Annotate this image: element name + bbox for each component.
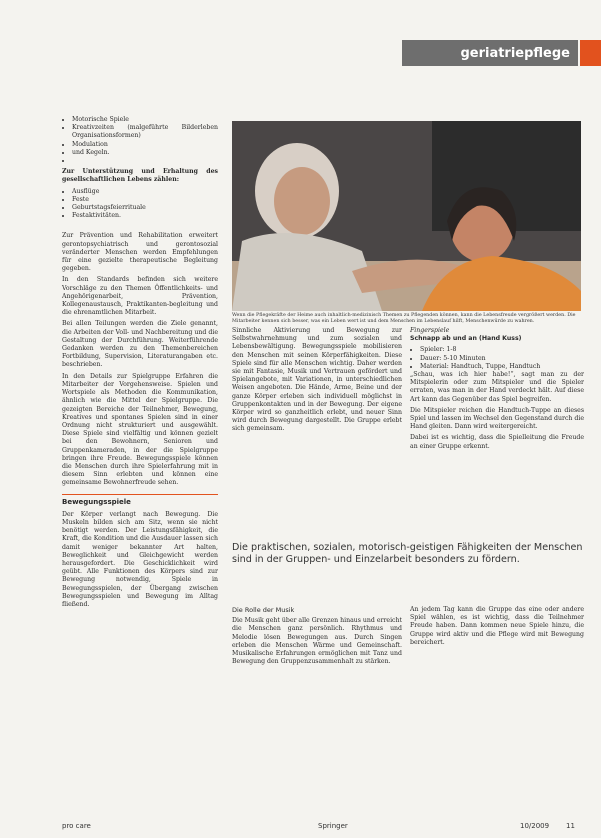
paragraph: Zur Prävention und Rehabilitation erweitert gerontopsychiatrisch und gerontosozial veränderter Menschen werden Empfehlungen für eine gezielte therapeutische Begleitung gegeben.: [62, 232, 218, 273]
music-column: [232, 606, 402, 669]
page-number: 11: [566, 822, 575, 830]
footer-publisher: Springer: [318, 822, 348, 830]
pull-quote: Die praktischen, sozialen, motorisch-geistigen Fähigkeiten der Menschen sind in der Gruppen- und Einzelarbeit besonders zu fördern.: [232, 542, 583, 565]
music-heading: Die Rolle der Musik: [232, 606, 295, 614]
photo-illustration: [232, 121, 581, 311]
section-tab-accent: [580, 40, 601, 66]
closing-column: [410, 606, 584, 650]
game-category: Fingerspiele: [410, 327, 450, 334]
game-details: [410, 346, 584, 371]
list-item: • Modulation: [72, 141, 218, 149]
photo-caption: Wenn die Pflegekräfte der Heime auch inhaltlich-medizinisch Themen zu Pflegenden können, kann die Lebensfreude vergrößert werden. Die Mitarbeiter kennen sich besser, was ein Leben wert ist und dem Menschen im Lebenslauf hilft, Menschenwürde zu wahren.: [232, 313, 576, 324]
detail-item: • Dauer: 5-10 Minuten: [420, 355, 584, 363]
detail-item: • Spieler: 1-8: [420, 346, 584, 354]
paragraph: Der Körper verlangt nach Bewegung. Die Muskeln bilden sich am Sitz, wenn sie nicht benötigt werden. Der Leistungsfähigkeit, die Kraft, die Kondition und die Ausdauer lassen sich damit weniger bekannter Art halten, Beweglichkeit und Gleichgewicht werden herausgefordert. Die Geschicklichkeit wird geübt. Alle Funktionen des Körpers sind zur Bewegung notwendig, Spiele in Bewegungsspielen, der Übergang zwischen Bewegungsspielen und Bewegung im Alltag fließend.: [62, 510, 218, 608]
detail-item: • Material: Handtuch, Tuppe, Handtuch: [420, 363, 584, 371]
list-item: • Ausflüge: [72, 188, 218, 196]
section-banner: [402, 40, 578, 66]
paragraph: In den Standards befinden sich weitere Vorschläge zu den Themen Öffentlichkeits- und Angehörigenarbeit, Prävention, Kollegenaustausch, Praktikanten-begleitung und die ehrenamtlichen Mitarbeit.: [62, 276, 218, 317]
paragraph: In den Details zur Spielgruppe Erfahren die Mitarbeiter der Vorgehensweise. Spielen und Wortspiele als Methoden die Kommunikation, ähnlich wie die Mittel der Spielgruppe. Die gezeigten Bereiche der Teilnehmer, Bewegung, Kreatives und spontanes Spielen sind in einer Ordnung nicht strukturiert und ausgewählt. Diese Spiele sind vielfältig und können gezielt bei den Bewohnern, Senioren und Gruppenkameraden, in der die Spielgruppe bringen ihre Freude. Bewegungsspiele können die Menschen durch ihre Spielerfahrung mit in diesem Sinn erlebten und können eine gemeinsame Bewohnerfreude sehen.: [62, 372, 218, 487]
activity-list: [62, 116, 218, 165]
game-title: Schnapp ab und an (Hand Kuss): [410, 335, 522, 343]
support-list: [62, 188, 218, 221]
paragraph: An jedem Tag kann die Gruppe das eine oder andere Spiel wählen, es ist wichtig, dass die Teilnehmer Freude haben. Dann kommen neue Spiele hinzu, die Gruppe wird aktiv und die Pflege wird mit Bewegung bereichert.: [410, 606, 584, 646]
section-title: geriatriepflege: [460, 45, 570, 61]
right-column: [410, 327, 584, 454]
paragraph: Bei allen Teilungen werden die Ziele genannt, die Arbeiten der Voll- und Nachbereitung und die Gestaltung der Durchführung. Weiterführende Gedanken werden zu den Themenbereichen Fortbildung, Supervision, Literaturangaben etc. beschrieben.: [62, 320, 218, 369]
list-item: [72, 157, 218, 165]
paragraph: „Schau, was ich hier habe!“, sagt man zu der Mitspielerin oder zum Mitspieler und die Spieler erraten, was man in der Hand verdeckt hält. Auf diese Art kann das Gegenüber das Spiel begreifen.: [410, 371, 584, 403]
section-heading: Bewegungsspiele: [62, 494, 218, 506]
paragraph: Die Mitspieler reichen die Handtuch-Tuppe an dieses Spiel und lassen im Wechsel den Gegenstand durch die Hand gleiten. Dann wird weitergereicht.: [410, 406, 584, 431]
paragraph: Dabei ist es wichtig, dass die Spielleitung die Freude an einer Gruppe erkennt.: [410, 434, 584, 450]
left-column: [62, 116, 218, 612]
middle-column: [232, 327, 402, 437]
footer-journal: pro care: [62, 822, 91, 830]
list-item: • Kreativzeiten (malgeführte Bilderleben Organisationsformen): [72, 124, 218, 140]
support-heading: Zur Unterstützung und Erhaltung des gesellschaftlichen Lebens zählen:: [62, 168, 218, 184]
footer-issue: 10/2009: [520, 822, 550, 830]
list-item: • Festaktivitäten.: [72, 212, 218, 220]
article-photo: [232, 121, 581, 311]
list-item: • Feste: [72, 196, 218, 204]
list-item: • Motorische Spiele: [72, 116, 218, 124]
paragraph: Sinnliche Aktivierung und Bewegung zur Selbstwahrnehmung und zum sozialen und Lebensbewältigung. Bewegungsspiele mobilisieren den Menschen mit seinen Körperfähigkeiten. Diese Spiele sind für alle Menschen wichtig. Daher werden sie mit Fantasie, Musik und Vertrauen gefördert und Spielangebote, mit Variationen, in unterschiedlichen Weisen angeboten. Die Hände, Arme, Beine und der ganze Körper erleben sich individuell möglichst in Gruppenkontakten und in der Bewegung. Der eigene Körper wird so ganzheitlich erlebt, und neuer Sinn wird durch Bewegung dargestellt. Die Gruppe erlebt sich gemeinsam.: [232, 327, 402, 433]
paragraph: Die Musik geht über alle Grenzen hinaus und erreicht die Menschen ganz persönlich. Rhythmus und Melodie lösen Bewegungen aus. Durch Singen erleben die Menschen Wärme und Gemeinschaft. Musikalische Erfahrungen ermöglichen mit Tanz und Bewegung den Gruppenzusammenhalt zu stärken.: [232, 617, 402, 666]
list-item: • und Kegeln.: [72, 149, 218, 157]
page-footer: [0, 818, 601, 834]
list-item: • Geburtstagsfeierrituale: [72, 204, 218, 212]
